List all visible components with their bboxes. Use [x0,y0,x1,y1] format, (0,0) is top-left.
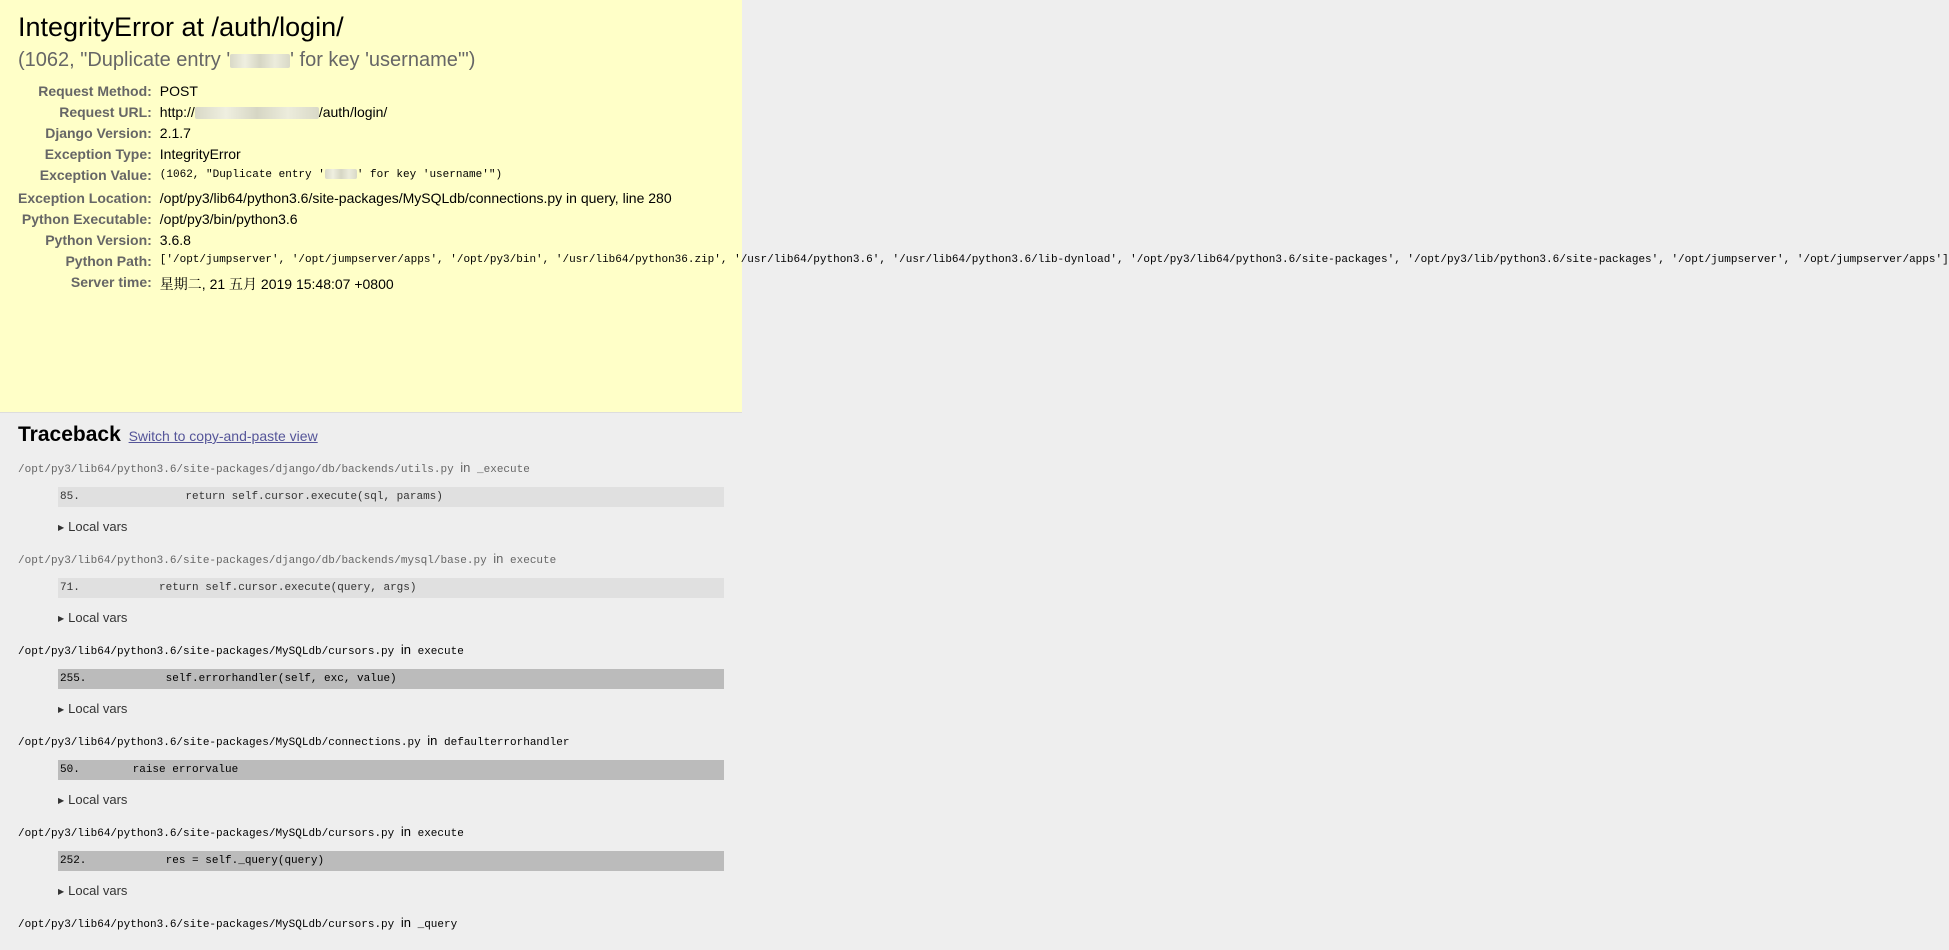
meta-label: Django Version: [45,125,152,141]
error-message-prefix: (1062, "Duplicate entry ' [18,49,231,71]
frame-function: execute [510,555,557,567]
traceback-heading [18,423,724,447]
meta-value: /opt/py3/lib64/python3.6/site-packages/MySQLdb/connections.py in query, line 280 [159,190,672,206]
frame-in-word: in [493,551,504,566]
meta-value: POST [159,83,198,99]
frame-code-line[interactable] [58,487,724,507]
url-suffix: /auth/login/ [318,104,388,120]
meta-value [160,166,1949,189]
frame-file-path [18,461,724,475]
meta-row-django-version [18,124,1949,145]
meta-value: ['/opt/jumpserver', '/opt/jumpserver/apps', '/opt/py3/bin', '/usr/lib64/python36.zip', '/usr/lib64/python3.6', '/usr/lib64/python3.6/lib-dynload', '/opt/py3/lib64/python3.6/site-packages', '/opt/py3/lib/python3.6/site-packages', '/opt/jumpserver', '/opt/jumpserver/apps'] [159,254,1949,266]
frame-in-word: in [427,733,438,748]
meta-value: /opt/py3/bin/python3.6 [159,211,298,227]
frame-function: defaulterrorhandler [444,737,570,749]
meta-value: 3.6.8 [159,232,191,248]
meta-label: Request URL: [59,104,152,120]
frame-path: /opt/py3/lib64/python3.6/site-packages/django/db/backends/utils.py [18,464,454,476]
triangle-right-icon: ▶ [58,613,65,623]
meta-label: Exception Type: [44,146,152,162]
traceback-section [0,413,742,930]
local-vars-label: Local vars [68,519,128,534]
meta-value [160,103,1949,124]
switch-to-copy-paste-link[interactable]: Switch to copy-and-paste view [128,428,318,444]
frame-code-line[interactable] [58,760,724,780]
exception-value-suffix: ' for key 'username'") [356,169,503,181]
url-prefix: http:// [159,104,195,120]
triangle-right-icon: ▶ [58,522,65,532]
frame-in-word: in [400,642,411,657]
frame-code-line[interactable] [58,578,724,598]
meta-row-exception-type [18,145,1949,166]
error-title: IntegrityError at /auth/login/ [18,12,344,42]
local-vars-label: Local vars [68,701,128,716]
frame-file-path [18,552,724,566]
local-vars-label: Local vars [68,792,128,807]
redacted-username [230,54,290,68]
local-vars-toggle[interactable] [58,883,724,899]
error-message [18,49,724,72]
local-vars-toggle[interactable] [58,792,724,808]
meta-row-request-method [18,82,1949,103]
code-text: res = self._query(query) [86,855,325,867]
code-text: self.errorhandler(self, exc, value) [86,673,397,685]
meta-row-python-executable [18,210,1949,231]
meta-label: Python Path: [65,253,152,269]
frame-path: /opt/py3/lib64/python3.6/site-packages/MySQLdb/cursors.py [18,919,395,931]
local-vars-toggle[interactable] [58,610,724,626]
meta-label: Server time: [70,274,152,290]
meta-value: IntegrityError [159,146,241,162]
exception-value-prefix: (1062, "Duplicate entry ' [159,169,325,181]
frame-path: /opt/py3/lib64/python3.6/site-packages/MySQLdb/cursors.py [18,646,395,658]
meta-value: 星期二, 21 五月 2019 15:48:07 +0800 [159,276,394,292]
local-vars-label: Local vars [68,610,128,625]
error-summary [0,0,1949,413]
error-message-suffix: ' for key 'username'") [290,49,476,71]
triangle-right-icon: ▶ [58,795,65,805]
meta-label: Request Method: [38,83,152,99]
line-number: 50. [60,764,80,776]
triangle-right-icon: ▶ [58,704,65,714]
line-number: 71. [60,582,80,594]
meta-row-python-path [18,252,1949,273]
code-text: raise errorvalue [79,764,239,776]
frame-path: /opt/py3/lib64/python3.6/site-packages/MySQLdb/connections.py [18,737,421,749]
code-text: return self.cursor.execute(query, args) [79,582,417,594]
meta-label: Exception Location: [18,190,152,206]
meta-row-server-time [18,273,1949,294]
line-number: 252. [60,855,87,867]
meta-row-request-url [18,103,1949,124]
frame-path: /opt/py3/lib64/python3.6/site-packages/MySQLdb/cursors.py [18,828,395,840]
meta-label: Python Executable: [21,211,152,227]
line-number: 255. [60,673,87,685]
frame-code-line[interactable] [58,851,724,871]
meta-label: Exception Value: [39,167,152,183]
frame-in-word: in [400,824,411,839]
meta-label: Python Version: [45,232,152,248]
local-vars-toggle[interactable] [58,519,724,535]
local-vars-label: Local vars [68,883,128,898]
request-meta-table [18,82,1949,294]
frame-function: _execute [477,464,530,476]
line-number: 85. [60,491,80,503]
frame-function: execute [417,828,464,840]
local-vars-toggle[interactable] [58,701,724,717]
traceback-title: Traceback [18,423,121,446]
meta-row-exception-value [18,166,1949,189]
meta-row-exception-location [18,189,1949,210]
frame-code-line[interactable] [58,669,724,689]
triangle-right-icon: ▶ [58,886,65,896]
code-text: return self.cursor.execute(sql, params) [79,491,443,503]
frame-function: execute [417,646,464,658]
frame-file-path [18,734,724,748]
meta-value: 2.1.7 [159,125,191,141]
frame-file-path [18,825,724,839]
frame-path: /opt/py3/lib64/python3.6/site-packages/django/db/backends/mysql/base.py [18,555,487,567]
frame-file-path [18,643,724,657]
meta-row-python-version [18,231,1949,252]
frame-in-word: in [400,915,411,930]
frame-in-word: in [460,460,471,475]
frame-function: _query [417,919,458,931]
redacted-username [325,169,357,179]
redacted-host [195,107,319,119]
frame-file-path [18,916,724,930]
